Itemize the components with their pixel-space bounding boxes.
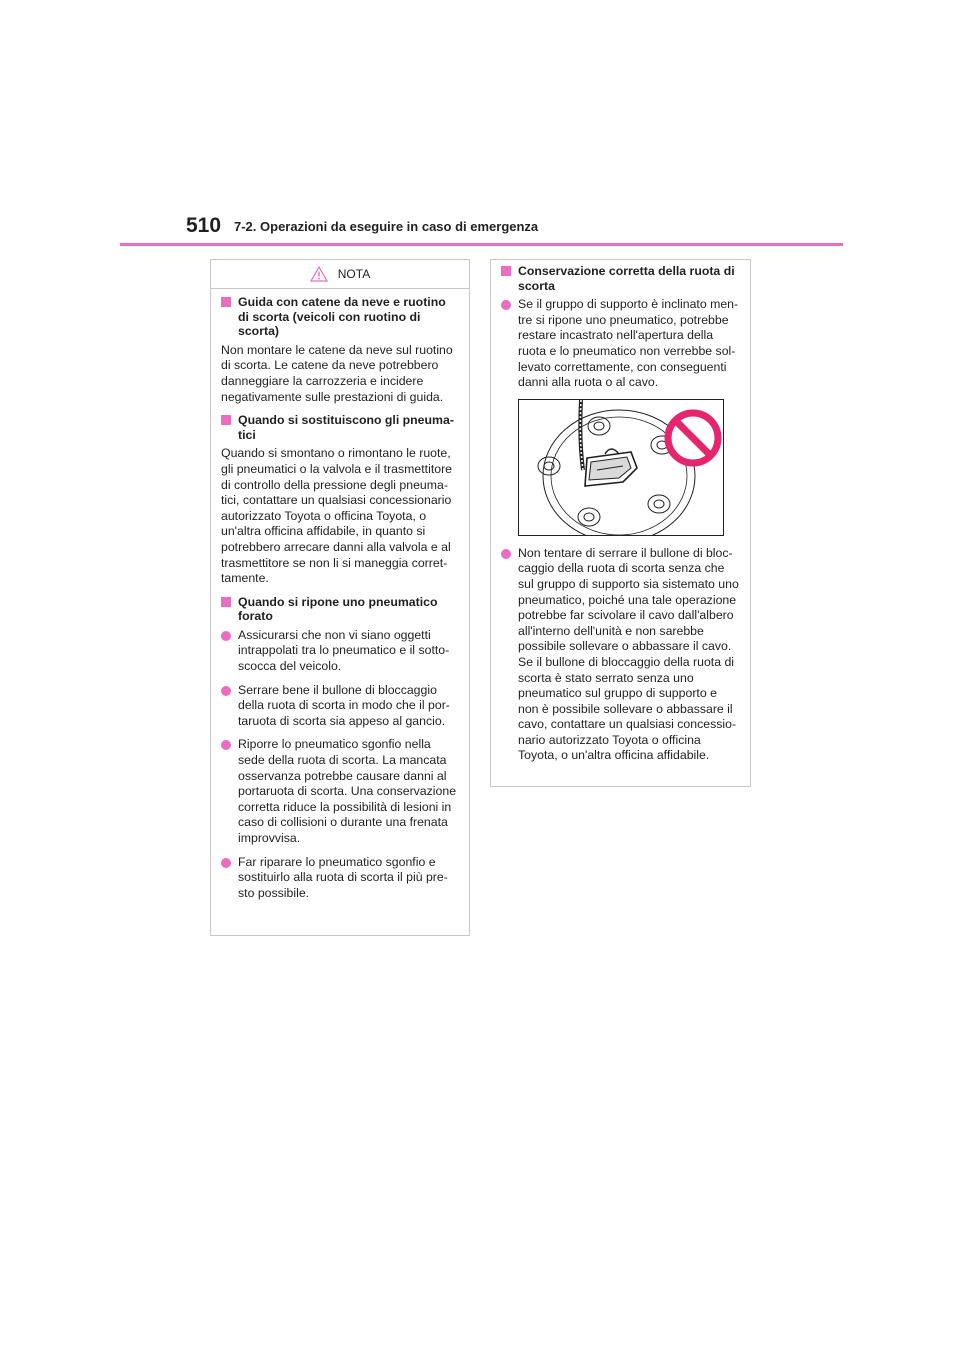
section-heading-snow-chains: Guida con catene da neve e ruotino di scorta (veicoli con ruotino di scorta): [221, 295, 459, 339]
list-item: Se il gruppo di supporto è inclinato mentre si ripone uno pneumatico, potrebbe restare incastrato nell'apertura della ruota e lo pneumatico non verrebbe sollevato correttamente, con conseguenti danni alla ruota o al cavo.: [501, 297, 740, 391]
section-heading-tire-replacement: Quando si sostituiscono gli pneumatici: [221, 413, 459, 442]
round-bullet-icon: [221, 631, 231, 641]
round-bullet-icon: [221, 858, 231, 868]
square-bullet-icon: [221, 415, 231, 425]
round-bullet-icon: [221, 740, 231, 750]
page-number: 510: [186, 214, 222, 237]
square-bullet-icon: [221, 297, 231, 307]
nota-box: [210, 259, 470, 936]
paragraph-tire-replacement: Quando si smontano o rimontano le ruote, gli pneumatici o la valvola e il trasmettitore di controllo della pressione degli pneumatici, contattare un qualsiasi concessionario autorizzato Toyota o officina Toyota, o un'altra officina affidabile, in quanto si potrebbero arrecare danni alla valvola e al trasmettitore se non li si maneggia correttamente.: [221, 446, 453, 586]
prohibition-icon: [663, 408, 723, 468]
section-heading-spare-storage: Conservazione corretta della ruota di scorta: [501, 264, 740, 293]
section-heading-flat-tire-storage: Quando si ripone uno pneumatico forato: [221, 595, 459, 624]
paragraph-snow-chains: Non montare le catene da neve sul ruotino di scorta. Le catene da neve potrebbero danneggiare la carrozzeria e incidere negativamente sulle prestazioni di guida.: [221, 342, 453, 404]
list-item: Assicurarsi che non vi siano oggetti intrappolati tra lo pneumatico e il sottoscocca del veicolo.: [221, 628, 459, 675]
section-title: 7-2. Operazioni da eseguire in caso di emergenza: [234, 219, 539, 234]
list-item: Serrare bene il bullone di bloccaggio della ruota di scorta in modo che il portaruota di scorta sia appeso al gancio.: [221, 683, 459, 730]
nota-header: [211, 260, 469, 289]
list-item: Non tentare di serrare il bullone di bloccaggio della ruota di scorta senza che sul gruppo di supporto sia sistemato uno pneumatico, poiché una tale operazione potrebbe far scivolare il cavo dall'albero all'interno dell'unità e non sarebbe possibile sollevare o abbassare il cavo. Se il bullone di bloccaggio della ruota di scorta è stato serrato senza uno pneumatico sul gruppo di supporto e non è possibile sollevare o abbassare il cavo, contattare un qualsiasi concessionario autorizzato Toyota o officina Toyota, o un'altra officina affidabile.: [501, 546, 740, 764]
round-bullet-icon: [501, 300, 511, 310]
spare-wheel-illustration: [518, 399, 724, 536]
square-bullet-icon: [221, 597, 231, 607]
square-bullet-icon: [501, 266, 511, 276]
spare-wheel-storage-box: [490, 259, 751, 787]
round-bullet-icon: [501, 549, 511, 559]
list-item: Far riparare lo pneumatico sgonfio e sostituirlo alla ruota di scorta il più presto possibile.: [221, 855, 459, 902]
list-item: Riporre lo pneumatico sgonfio nella sede della ruota di scorta. La mancata osservanza potrebbe causare danni al portaruota di scorta. Una conservazione corretta riduce la possibilità di lesioni in caso di collisioni o durante una frenata improvvisa.: [221, 737, 459, 846]
round-bullet-icon: [221, 686, 231, 696]
nota-label: NOTA: [337, 267, 371, 281]
warning-triangle-icon: [310, 266, 328, 282]
header-rule: [120, 243, 843, 246]
